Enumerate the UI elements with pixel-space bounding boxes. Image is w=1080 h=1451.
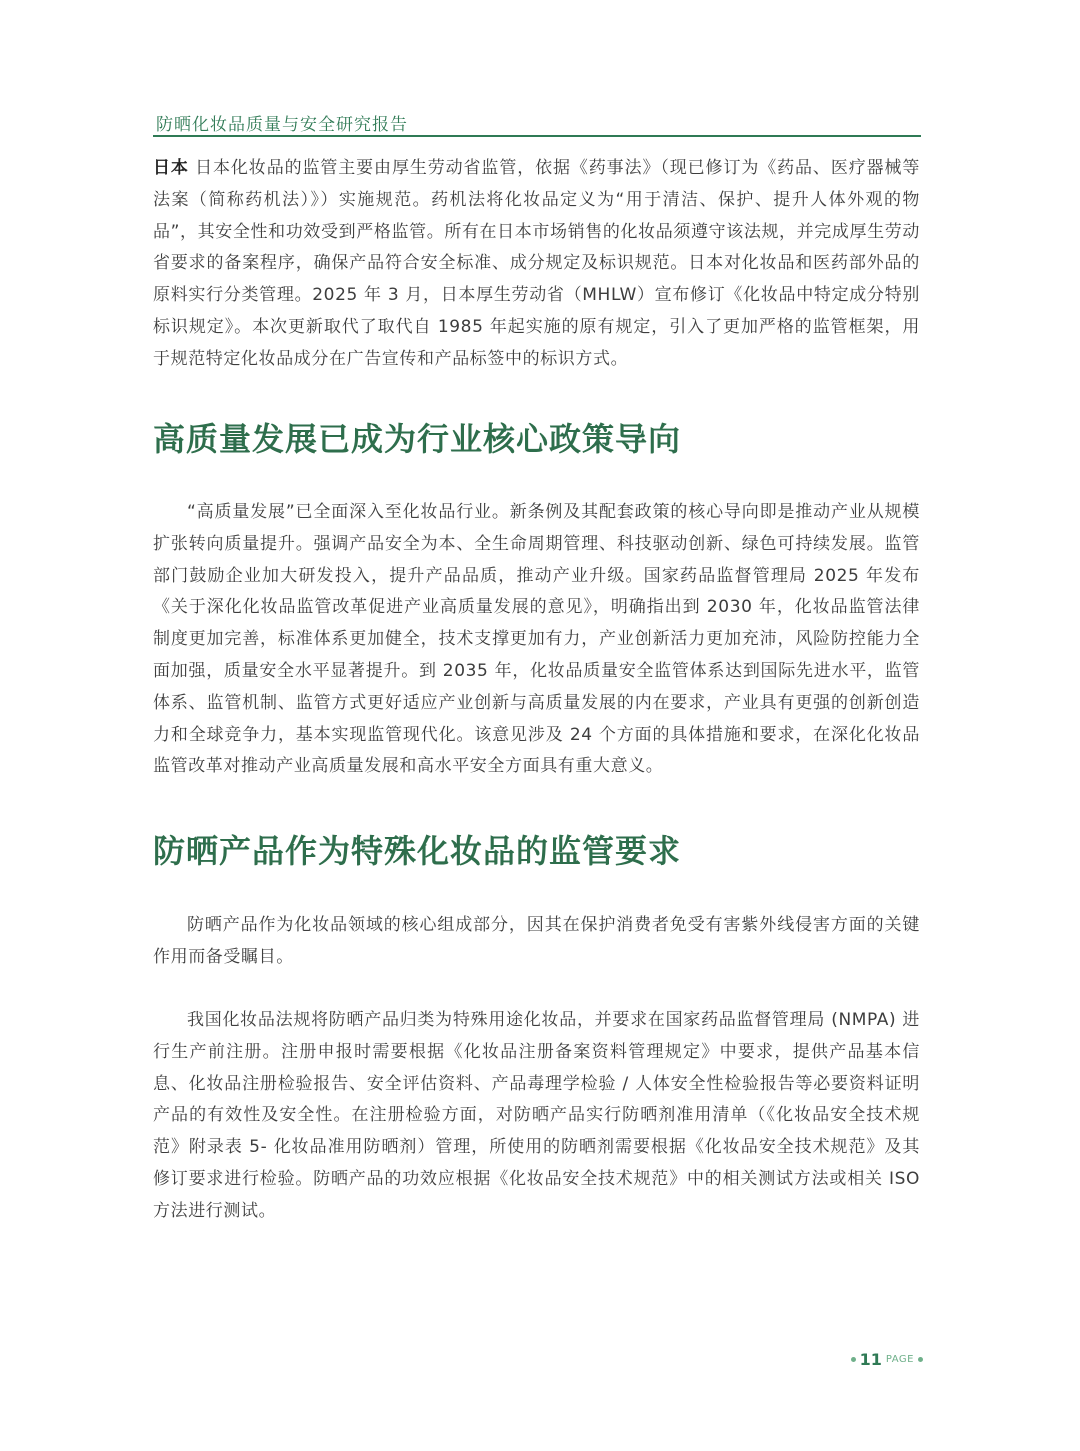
- section1-paragraph: “高质量发展”已全面深入至化妆品行业。新条例及其配套政策的核心导向即是推动产业从规模扩张转向质量提升。强调产品安全为本、全生命周期管理、科技驱动创新、绿色可持续发展。监管部门鼓励企业加大研发投入，提升产品品质，推动产业升级。国家药品监督管理局 2025 年发布《关于深化化妆品监管改革促进产业高质量发展的意见》，明确指出到 2030 年，化妆品监管法律制度更加完善，标准体系更加健全，技术支撑更加有力，产业创新活力更加充沛，风险防控能力全面加强，质量安全水平显著提升。到 2035 年，化妆品质量安全监管体系达到国际先进水平，监管体系、监管机制、监管方式更好适应产业创新与高质量发展的内在要求，产业具有更强的创新创造力和全球竞争力，基本实现监管现代化。该意见涉及 24 个方面的具体措施和要求，在深化化妆品监管改革对推动产业高质量发展和高水平安全方面具有重大意义。: [153, 502, 920, 777]
- section1-heading: 高质量发展已成为行业核心政策导向: [153, 420, 682, 458]
- report-header-title: 防晒化妆品质量与安全研究报告: [156, 115, 408, 135]
- japan-text: 日本化妆品的监管主要由厚生劳动省监管，依据《药事法》（现已修订为《药品、医疗器械等法案（简称药机法）》）实施规范。药机法将化妆品定义为“用于清洁、保护、提升人体外观的物品”，其安全性和功效受到严格监管。所有在日本市场销售的化妆品须遵守该法规，并完成厚生劳动省要求的备案程序，确保产品符合安全标准、成分规定及标识规范。日本对化妆品和医药部外品的原料实行分类管理。2025 年 3 月，日本厚生劳动省（MHLW）宣布修订《化妆品中特定成分特别标识规定》。本次更新取代了取代自 1985 年起实施的原有规定，引入了更加严格的监管框架，用于规范特定化妆品成分在广告宣传和产品标签中的标识方式。: [153, 158, 920, 369]
- section2-heading: 防晒产品作为特殊化妆品的监管要求: [153, 832, 682, 870]
- header-divider: [153, 135, 921, 137]
- page-number: 11: [859, 1350, 882, 1369]
- footer-dot-right-icon: [918, 1357, 923, 1362]
- footer-dot-left-icon: [851, 1357, 856, 1362]
- page-footer: [851, 1350, 923, 1369]
- section2-paragraph-1: 防晒产品作为化妆品领域的核心组成部分，因其在保护消费者免受有害紫外线侵害方面的关键作用而备受瞩目。: [153, 915, 920, 967]
- section2-paragraph-2: 我国化妆品法规将防晒产品归类为特殊用途化妆品，并要求在国家药品监督管理局 (NMPA) 进行生产前注册。注册申报时需要根据《化妆品注册备案资料管理规定》中要求，提供产品基本信息、化妆品注册检验报告、安全评估资料、产品毒理学检验 / 人体安全性检验报告等必要资料证明产品的有效性及安全性。在注册检验方面，对防晒产品实行防晒剂准用清单（《化妆品安全技术规范》附录表 5- 化妆品准用防晒剂）管理，所使用的防晒剂需要根据《化妆品安全技术规范》及其修订要求进行检验。防晒产品的功效应根据《化妆品安全技术规范》中的相关测试方法或相关 ISO 方法进行测试。: [153, 1010, 920, 1221]
- japan-lead: 日本: [153, 158, 189, 178]
- japan-paragraph: [153, 153, 920, 376]
- page-label: PAGE: [885, 1354, 914, 1365]
